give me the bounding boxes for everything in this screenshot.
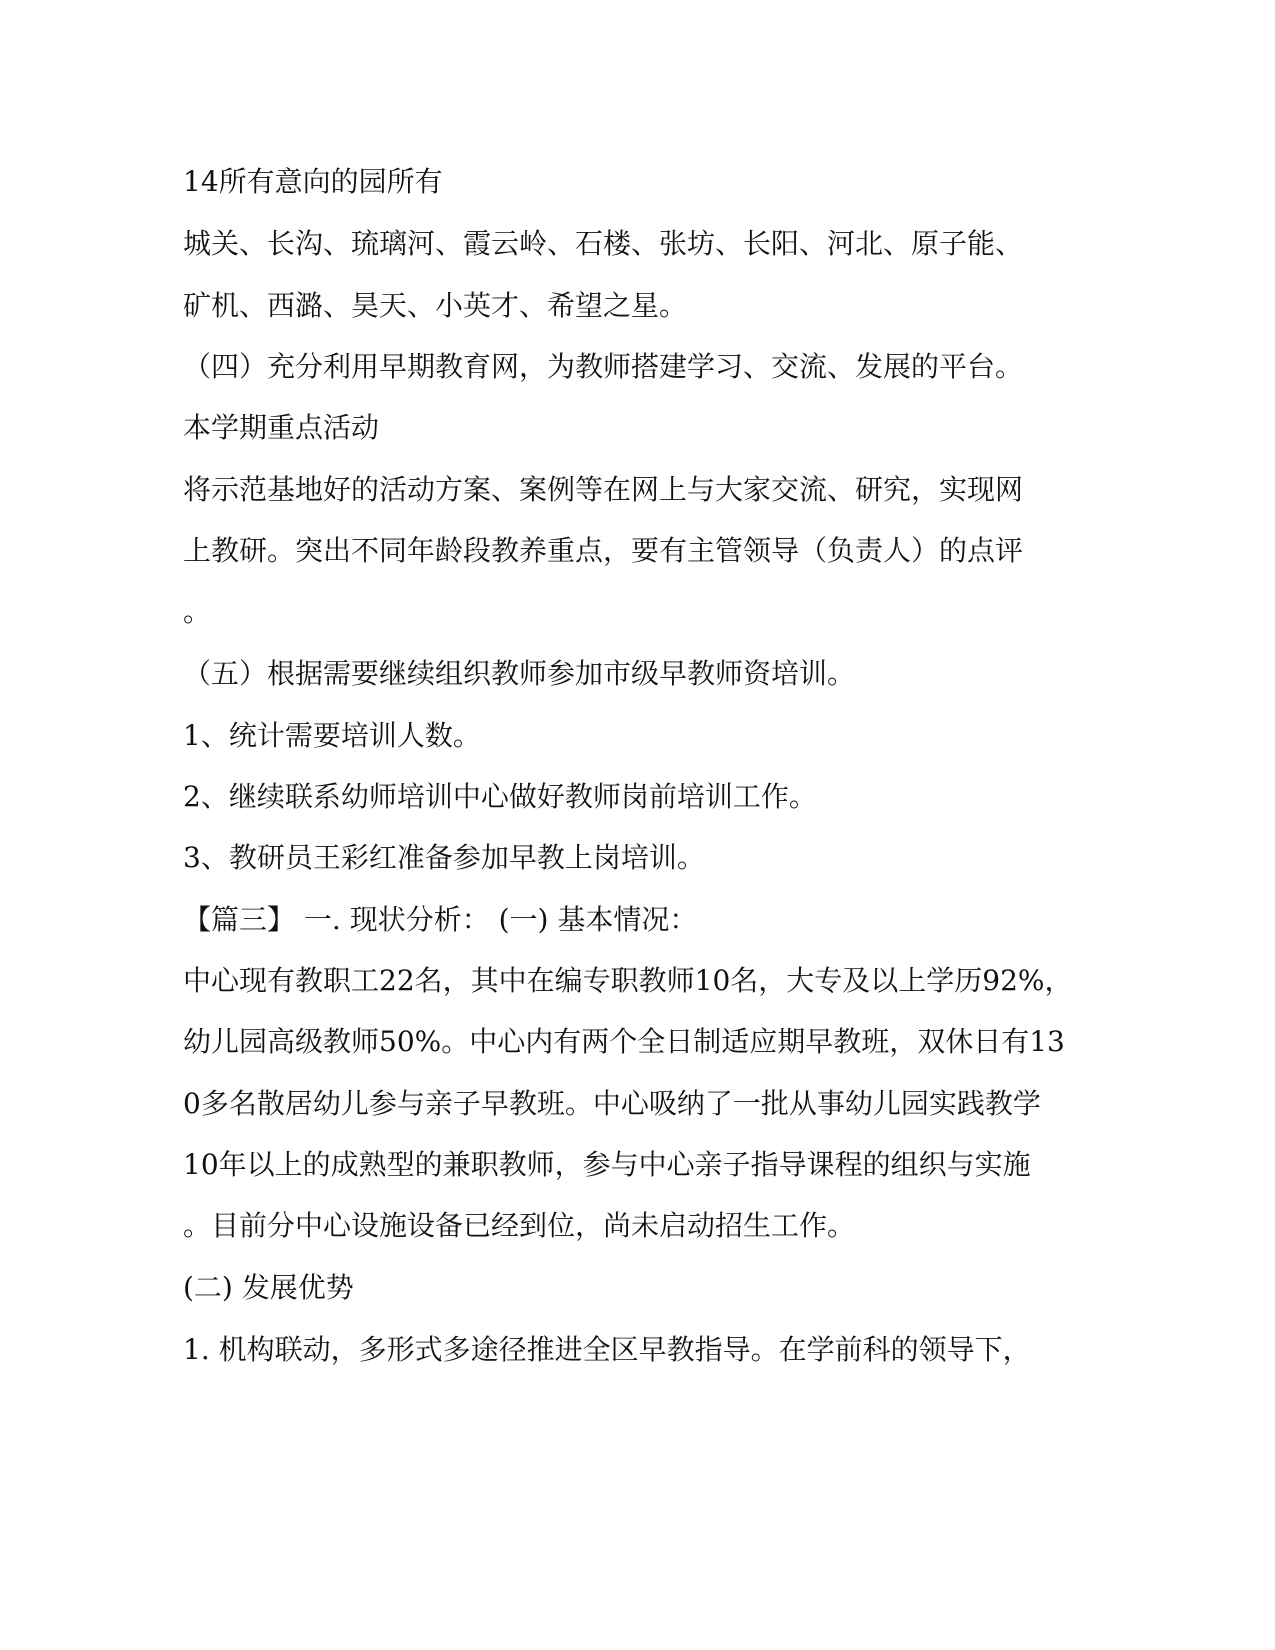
text-line: 中心现有教职工22名，其中在编专职教师10名，大专及以上学历92%， [183,964,1073,997]
text-line: 0多名散居幼儿参与亲子早教班。中心吸纳了一批从事幼儿园实践教学 [183,1087,1041,1120]
text-line: 1. 机构联动，多形式多途径推进全区早教指导。在学前科的领导下， [183,1333,1031,1366]
text-line: 将示范基地好的活动方案、案例等在网上与大家交流、研究，实现网 [183,473,1024,506]
text-line: 本学期重点活动 [183,411,380,444]
text-line: 城关、长沟、琉璃河、霞云岭、石楼、张坊、长阳、河北、原子能、 [183,227,1024,260]
text-line: （四）充分利用早期教育网，为教师搭建学习、交流、发展的平台。 [183,350,1024,383]
text-line: 14所有意向的园所有 [183,165,443,198]
text-line: 2、继续联系幼师培训中心做好教师岗前培训工作。 [183,780,817,813]
text-line: (二) 发展优势 [183,1271,354,1304]
text-line: 。目前分中心设施设备已经到位，尚未启动招生工作。 [183,1209,856,1242]
text-line: （五）根据需要继续组织教师参加市级早教师资培训。 [183,657,856,690]
text-line: 。 [183,595,212,628]
text-line: 3、教研员王彩红准备参加早教上岗培训。 [183,841,705,874]
text-line: 幼儿园高级教师50%。中心内有两个全日制适应期早教班，双休日有13 [183,1025,1065,1058]
text-line: 10年以上的成熟型的兼职教师，参与中心亲子指导课程的组织与实施 [183,1148,1031,1181]
section-heading: 【篇三】 一. 现状分析： (一) 基本情况： [183,903,698,936]
text-line: 矿机、西潞、昊天、小英才、希望之星。 [183,289,688,322]
text-line: 1、统计需要培训人数。 [183,719,481,752]
text-line: 上教研。突出不同年龄段教养重点，要有主管领导（负责人）的点评 [183,534,1024,567]
